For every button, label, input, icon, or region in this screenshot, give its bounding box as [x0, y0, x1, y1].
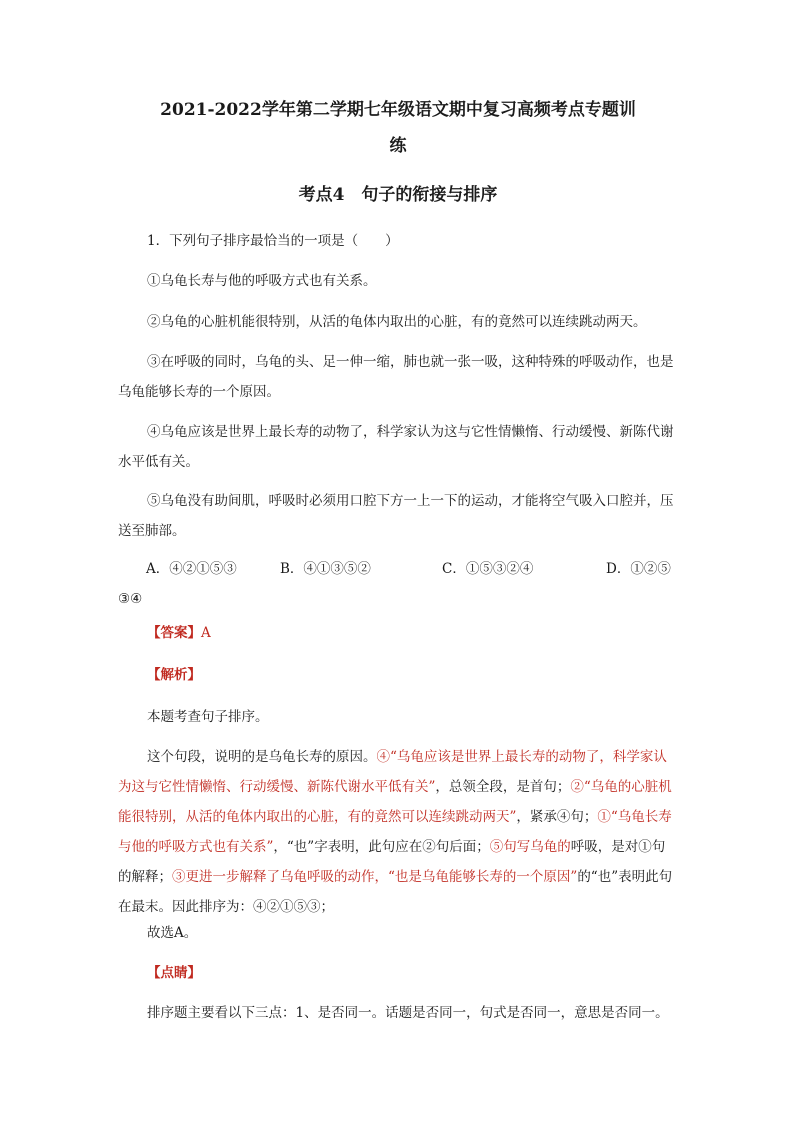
page-title-line1: 2021-2022学年第二学期七年级语文期中复习高频考点专题训: [160, 100, 636, 120]
analysis-seg-3: ②“乌龟的心脏机能很特别，从活的龟体内取出的心脏，有的竟然可以连续跳动两天”: [118, 779, 672, 825]
analysis-label: 【解析】: [147, 667, 201, 683]
tips-text: 排序题主要看以下三点：1、是否同一。话题是否同一，句式是否同一，意思是否同一。: [147, 1005, 669, 1021]
option-d-continued: ③④: [118, 591, 143, 607]
question-stem: 1．下列句子排序最恰当的一项是（ ）: [147, 233, 399, 249]
sentence-1: ①乌龟长寿与他的呼吸方式也有关系。: [147, 273, 377, 289]
answer-label: 【答案】: [147, 625, 201, 641]
sentence-4: ④乌龟应该是世界上最长寿的动物了，科学家认为这与它性情懒惰、行动缓慢、新陈代谢水平低有关。: [118, 424, 674, 470]
analysis-seg-6: ，“也”字表明，此句应在②句后面；: [273, 839, 490, 855]
analysis-conclusion: 故选A。: [147, 925, 198, 941]
analysis-seg-10: 的“也”表明此句在最末。因此排序为：④②①⑤③；: [118, 869, 673, 915]
sentence-2: ②乌龟的心脏机能很特别，从活的龟体内取出的心脏，有的竟然可以连续跳动两天。: [147, 314, 647, 330]
analysis-body: [118, 742, 678, 922]
analysis-seg-9: ③更进一步解释了乌龟呼吸的动作，“也是乌龟能够长寿的一个原因”: [172, 869, 578, 885]
analysis-seg-1: ④“乌龟应该是世界上最长寿的动物了，科学家认为这与它性情懒惰、行动缓慢、新陈代谢水平低有关”: [118, 749, 667, 795]
analysis-intro: 本题考查句子排序。: [147, 709, 269, 725]
option-c: C．①⑤③②④: [442, 561, 534, 577]
analysis-seg-4: ，紧承④句；: [516, 809, 598, 825]
option-a: A．④②①⑤③: [146, 561, 237, 577]
page-title-line2: 练: [389, 136, 407, 156]
sentence-5: ⑤乌龟没有助间肌，呼吸时必须用口腔下方一上一下的运动，才能将空气吸入口腔并，压送至肺部。: [118, 493, 674, 539]
tips-label: 【点睛】: [147, 965, 201, 981]
option-b: B．④①③⑤②: [280, 561, 371, 577]
analysis-seg-2: ，总领全段，是首句；: [435, 779, 571, 795]
answer-value: A: [201, 625, 211, 641]
analysis-seg-5: ①“乌龟长寿与他的呼吸方式也有关系”: [118, 809, 672, 855]
answer-line: [118, 618, 678, 648]
option-d: D．①②⑤: [606, 561, 671, 577]
section-subtitle: 考点4 句子的衔接与排序: [298, 185, 498, 205]
analysis-seg-8: 呼吸，是对①句的解释；: [118, 839, 666, 885]
analysis-seg-7: ⑤句写乌龟的: [489, 839, 571, 855]
sentence-3: ③在呼吸的同时，乌龟的头、足一伸一缩，肺也就一张一吸，这种特殊的呼吸动作，也是乌龟能够长寿的一个原因。: [118, 354, 674, 400]
analysis-seg-0: 这个句段，说明的是乌龟长寿的原因。: [147, 749, 377, 765]
